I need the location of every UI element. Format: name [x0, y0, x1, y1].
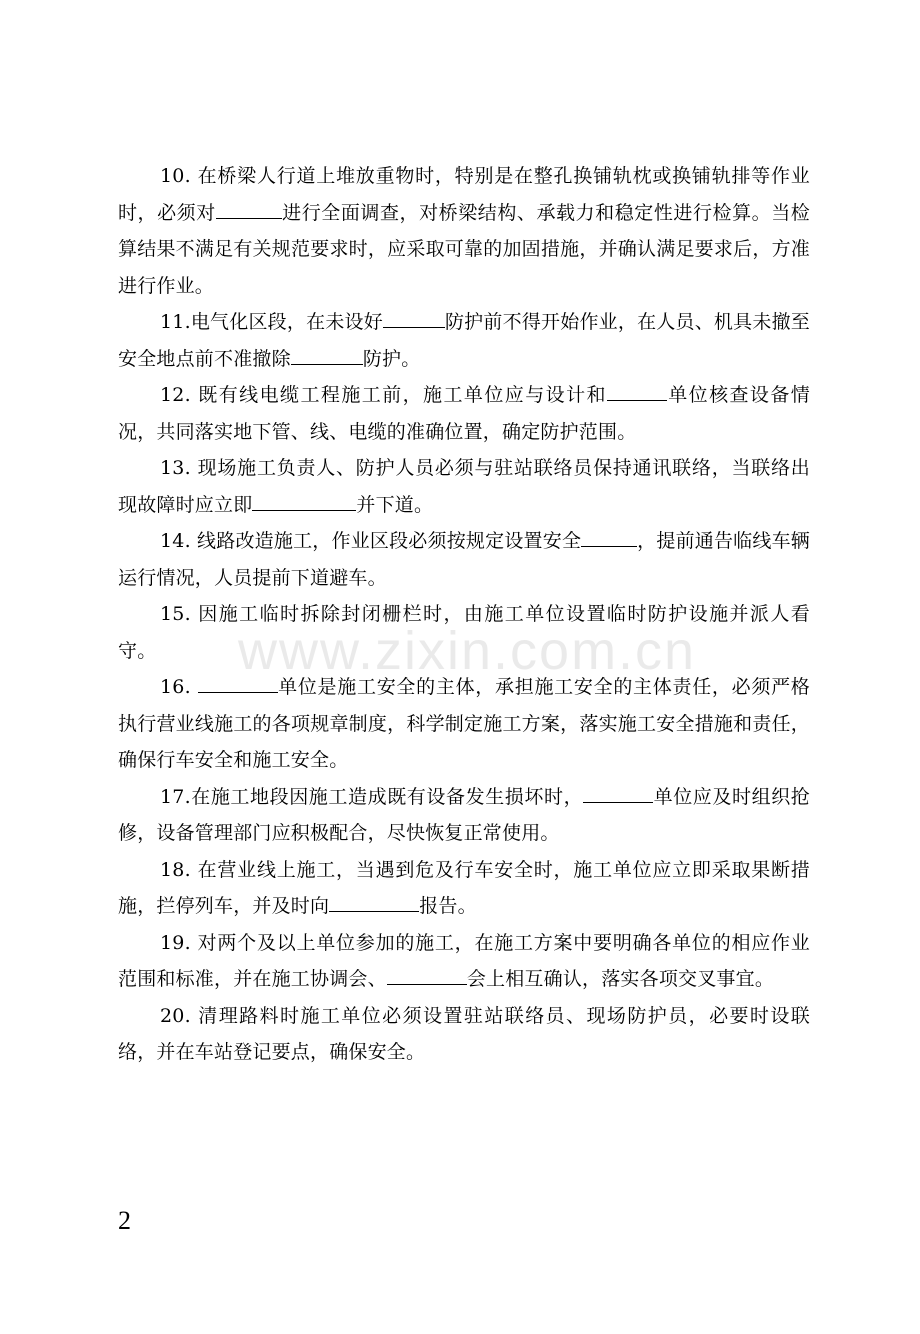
- watermark-text: www.zixin.com.cn: [238, 621, 697, 681]
- question-14: 14. 线路改造施工，作业区段必须按规定设置安全 ，提前通告临线车辆运行情况，人员提前下道避车。: [118, 523, 810, 596]
- fill-blank[interactable]: [198, 672, 278, 693]
- document-body: [118, 158, 810, 1071]
- question-16: 16. 单位是施工安全的主体，承担施工安全的主体责任，必须严格执行营业线施工的各项规章制度，科学制定施工方案，落实施工安全措施和责任，确保行车安全和施工安全。: [118, 669, 810, 779]
- question-18: 18. 在营业线上施工，当遇到危及行车安全时，施工单位应立即采取果断措施，拦停列车，并及时向 报告。: [118, 858, 810, 917]
- question-10: 10. 在桥梁人行道上堆放重物时，特别是在整孔换铺轨枕或换铺轨排等作业时，必须对 进行全面调查，对桥梁结构、承载力和稳定性进行检算。当检算结果不满足有关规范要求时，应采取可靠的加固措施，并确认满足要求后，方准进行作业。: [118, 165, 810, 297]
- fill-blank[interactable]: [383, 307, 445, 328]
- question-19: 19. 对两个及以上单位参加的施工，在施工方案中要明确各单位的相应作业范围和标准，并在施工协调会、 会上相互确认，落实各项交叉事宜。: [118, 931, 810, 990]
- question-11: 11.电气化区段，在未设好 防护前不得开始作业，在人员、机具未撤至安全地点前不准撤除 防护。: [118, 304, 810, 377]
- fill-blank[interactable]: [607, 380, 667, 401]
- fill-blank[interactable]: [252, 490, 356, 511]
- question-17: 17.在施工地段因施工造成既有设备发生损坏时， 单位应及时组织抢修，设备管理部门应积极配合，尽快恢复正常使用。: [118, 779, 810, 852]
- fill-blank[interactable]: [329, 891, 419, 912]
- fill-blank[interactable]: [387, 964, 467, 985]
- question-20: 20. 清理路料时施工单位必须设置驻站联络员、现场防护员，必要时设联络，并在车站登记要点，确保安全。: [118, 1004, 810, 1063]
- question-15: 15. 因施工临时拆除封闭栅栏时，由施工单位设置临时防护设施并派人看守。: [118, 603, 810, 662]
- question-13: 13. 现场施工负责人、防护人员必须与驻站联络员保持通讯联络，当联络出现故障时应立即 并下道。: [118, 457, 810, 516]
- page-number: 2: [118, 1206, 131, 1235]
- fill-blank[interactable]: [291, 344, 363, 365]
- fill-blank[interactable]: [216, 198, 282, 219]
- fill-blank[interactable]: [583, 782, 653, 803]
- question-12: 12. 既有线电缆工程施工前，施工单位应与设计和 单位核查设备情况，共同落实地下管、线、电缆的准确位置，确定防护范围。: [118, 377, 810, 450]
- fill-blank[interactable]: [581, 526, 637, 547]
